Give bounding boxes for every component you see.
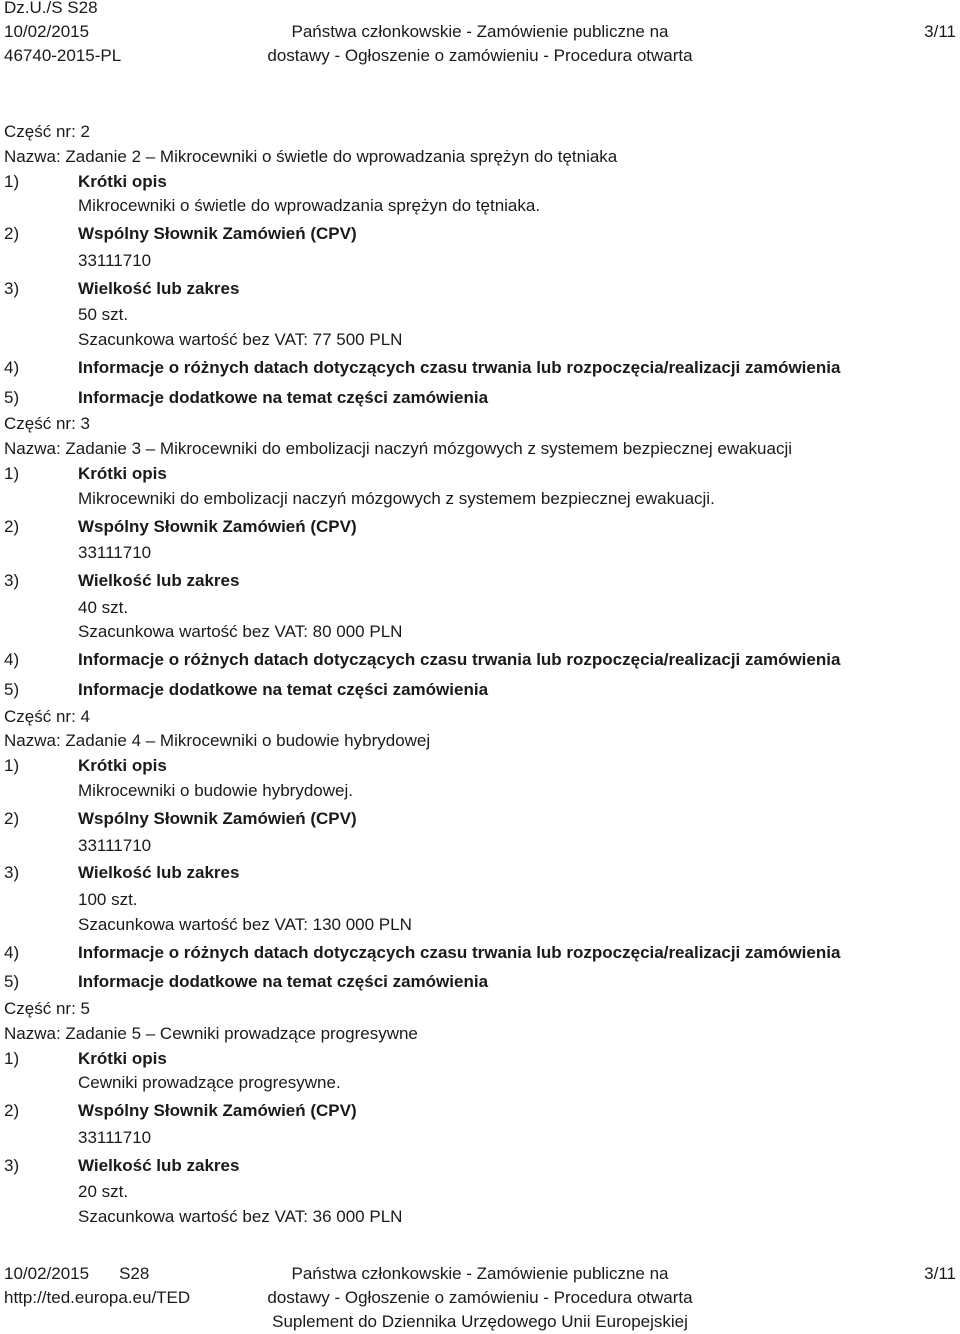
footer-page-number: 3/11 [924,1264,956,1283]
lot-section [4,412,954,704]
quantity-value: 100 szt. [78,890,138,910]
dates-heading: 4) Informacje o różnych datach dotyczących czasu trwania lub rozpoczęcia/realizacji zamówienia [4,650,841,670]
quantity-heading: 3) Wielkość lub zakres [4,863,240,883]
header-title-line1: Państwa członkowskie - Zamówienie publiczne na [291,22,669,41]
lot-section [4,997,954,1230]
footer-title-line3: Suplement do Dziennika Urzędowego Unii Europejskiej [272,1312,688,1331]
dates-heading: 4) Informacje o różnych datach dotyczących czasu trwania lub rozpoczęcia/realizacji zamówienia [4,942,841,962]
footer-date-series: 10/02/2015 S28 [4,1264,150,1283]
quantity-value: 50 szt. [78,305,129,325]
estimated-value: Szacunkowa wartość bez VAT: 130 000 PLN [78,914,412,934]
quantity-value: 20 szt. [78,1182,129,1202]
header-date: 10/02/2015 [4,22,90,41]
cpv-heading: 2) Wspólny Słownik Zamówień (CPV) [4,808,357,828]
quantity-heading: 3) Wielkość lub zakres [4,1155,240,1175]
header-page-number: 3/11 [924,22,956,41]
cpv-code: 33111710 [78,543,152,563]
journal-reference: Dz.U./S S28 [4,0,98,17]
cpv-code: 33111710 [78,250,152,270]
estimated-value: Szacunkowa wartość bez VAT: 80 000 PLN [78,622,403,642]
lot-number: Część nr: 2 [4,122,90,141]
page-footer [0,1262,960,1334]
additional-info-heading: 5) Informacje dodatkowe na temat części zamówienia [4,679,489,699]
lot-number: Część nr: 5 [4,998,90,1018]
short-description-heading: 1) Krótki opis [4,1048,167,1068]
cpv-code: 33111710 [78,835,152,855]
quantity-heading: 3) Wielkość lub zakres [4,278,240,298]
lot-section [4,705,954,997]
cpv-heading: 2) Wspólny Słownik Zamówień (CPV) [4,516,357,536]
dates-heading: 4) Informacje o różnych datach dotyczących czasu trwania lub rozpoczęcia/realizacji zamówienia [4,357,841,377]
short-description-heading: 1) Krótki opis [4,171,167,191]
lot-name: Nazwa: Zadanie 4 – Mikrocewniki o budowie hybrydowej [4,731,431,751]
cpv-heading: 2) Wspólny Słownik Zamówień (CPV) [4,224,357,244]
footer-title-line2: dostawy - Ogłoszenie o zamówieniu - Procedura otwarta [267,1288,693,1307]
lot-section [4,120,954,412]
footer-url[interactable]: http://ted.europa.eu/TED [4,1288,191,1307]
estimated-value: Szacunkowa wartość bez VAT: 77 500 PLN [78,330,403,350]
short-description-text: Mikrocewniki o świetle do wprowadzania sprężyn do tętniaka. [78,196,541,216]
estimated-value: Szacunkowa wartość bez VAT: 36 000 PLN [78,1207,403,1227]
quantity-value: 40 szt. [78,597,129,617]
short-description-text: Mikrocewniki o budowie hybrydowej. [78,781,353,801]
header-title-line2: dostawy - Ogłoszenie o zamówieniu - Procedura otwarta [267,46,693,65]
lot-name: Nazwa: Zadanie 5 – Cewniki prowadzące progresywne [4,1023,418,1043]
document-body [4,120,954,1230]
notice-number: 46740-2015-PL [4,46,122,65]
quantity-heading: 3) Wielkość lub zakres [4,571,240,590]
lot-number: Część nr: 3 [4,414,90,434]
short-description-heading: 1) Krótki opis [4,463,167,483]
short-description-text: Mikrocewniki do embolizacji naczyń mózgowych z systemem bezpiecznej ewakuacji. [78,488,715,508]
cpv-heading: 2) Wspólny Słownik Zamówień (CPV) [4,1101,357,1121]
lot-name: Nazwa: Zadanie 2 – Mikrocewniki o świetle do wprowadzania sprężyn do tętniaka [4,146,618,166]
lot-name: Nazwa: Zadanie 3 – Mikrocewniki do embolizacji naczyń mózgowych z systemem bezpiecznej ewakuacji [4,439,793,459]
additional-info-heading: 5) Informacje dodatkowe na temat części zamówienia [4,387,489,407]
short-description-heading: 1) Krótki opis [4,756,167,776]
additional-info-heading: 5) Informacje dodatkowe na temat części zamówienia [4,972,489,992]
page-header [0,0,960,80]
lot-number: Część nr: 4 [4,706,90,726]
footer-title-line1: Państwa członkowskie - Zamówienie publiczne na [291,1264,669,1283]
short-description-text: Cewniki prowadzące progresywne. [78,1073,341,1093]
cpv-code: 33111710 [78,1127,152,1147]
